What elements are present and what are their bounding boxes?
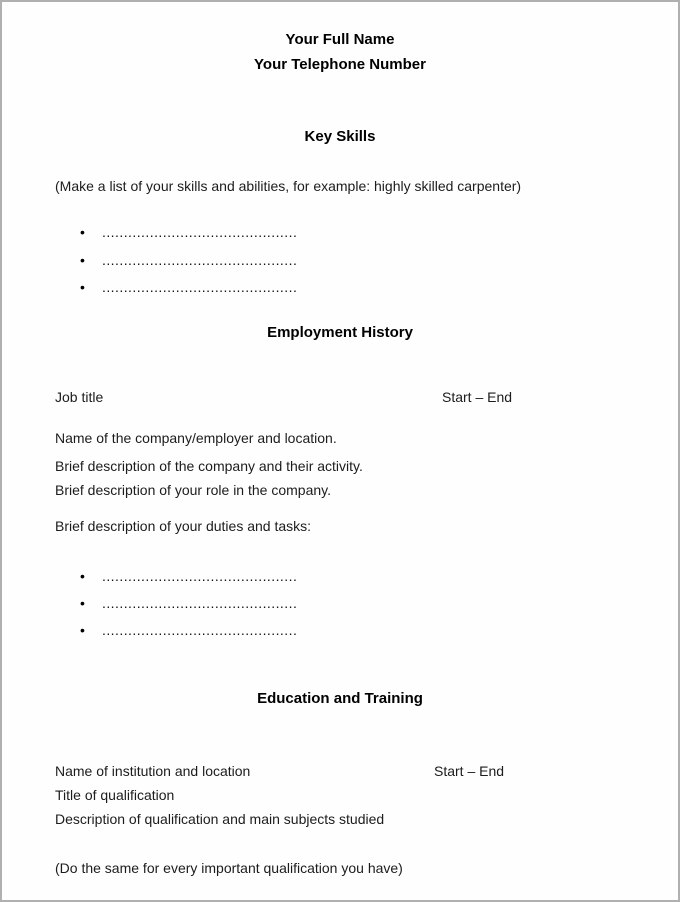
institution-label: Name of institution and location [55,763,251,779]
job-title-label: Job title [55,389,104,405]
duty-dotted-line: ............................................. [102,622,298,638]
telephone-heading: Your Telephone Number [254,56,426,73]
employment-date-range-label: Start – End [442,389,513,405]
education-note: (Do the same for every important qualification you have) [55,860,403,876]
company-description-line: Brief description of the company and their activity. [55,458,363,474]
duty-dotted-line: ............................................. [102,568,298,584]
company-name-line: Name of the company/employer and location. [55,430,337,446]
duty-bullet-row [2,568,678,584]
bullet-icon: • [80,595,85,611]
bullet-icon: • [80,622,85,638]
employment-history-title: Employment History [267,324,413,341]
full-name-heading: Your Full Name [285,31,395,48]
skill-dotted-line: ............................................. [102,252,298,268]
key-skills-hint: (Make a list of your skills and abilities, for example: highly skilled carpenter) [55,178,522,194]
duty-dotted-line: ............................................. [102,595,298,611]
duty-bullet-row [2,595,678,611]
skill-dotted-line: ............................................. [102,224,298,240]
skill-dotted-line: ............................................. [102,279,298,295]
duty-bullet-row [2,622,678,638]
key-skills-title: Key Skills [304,128,376,145]
bullet-icon: • [80,224,85,240]
qualification-description-line: Description of qualification and main subjects studied [55,811,385,827]
bullet-icon: • [80,568,85,584]
education-training-title: Education and Training [257,690,423,707]
employment-header-row [55,389,625,405]
skill-bullet-row [2,224,678,240]
duties-label: Brief description of your duties and tasks: [55,518,312,534]
qualification-title-line: Title of qualification [55,787,175,803]
bullet-icon: • [80,252,85,268]
role-description-line: Brief description of your role in the company. [55,482,331,498]
bullet-icon: • [80,279,85,295]
skill-bullet-row [2,252,678,268]
education-date-range-label: Start – End [434,763,505,779]
education-header-row [55,763,625,779]
skill-bullet-row [2,279,678,295]
